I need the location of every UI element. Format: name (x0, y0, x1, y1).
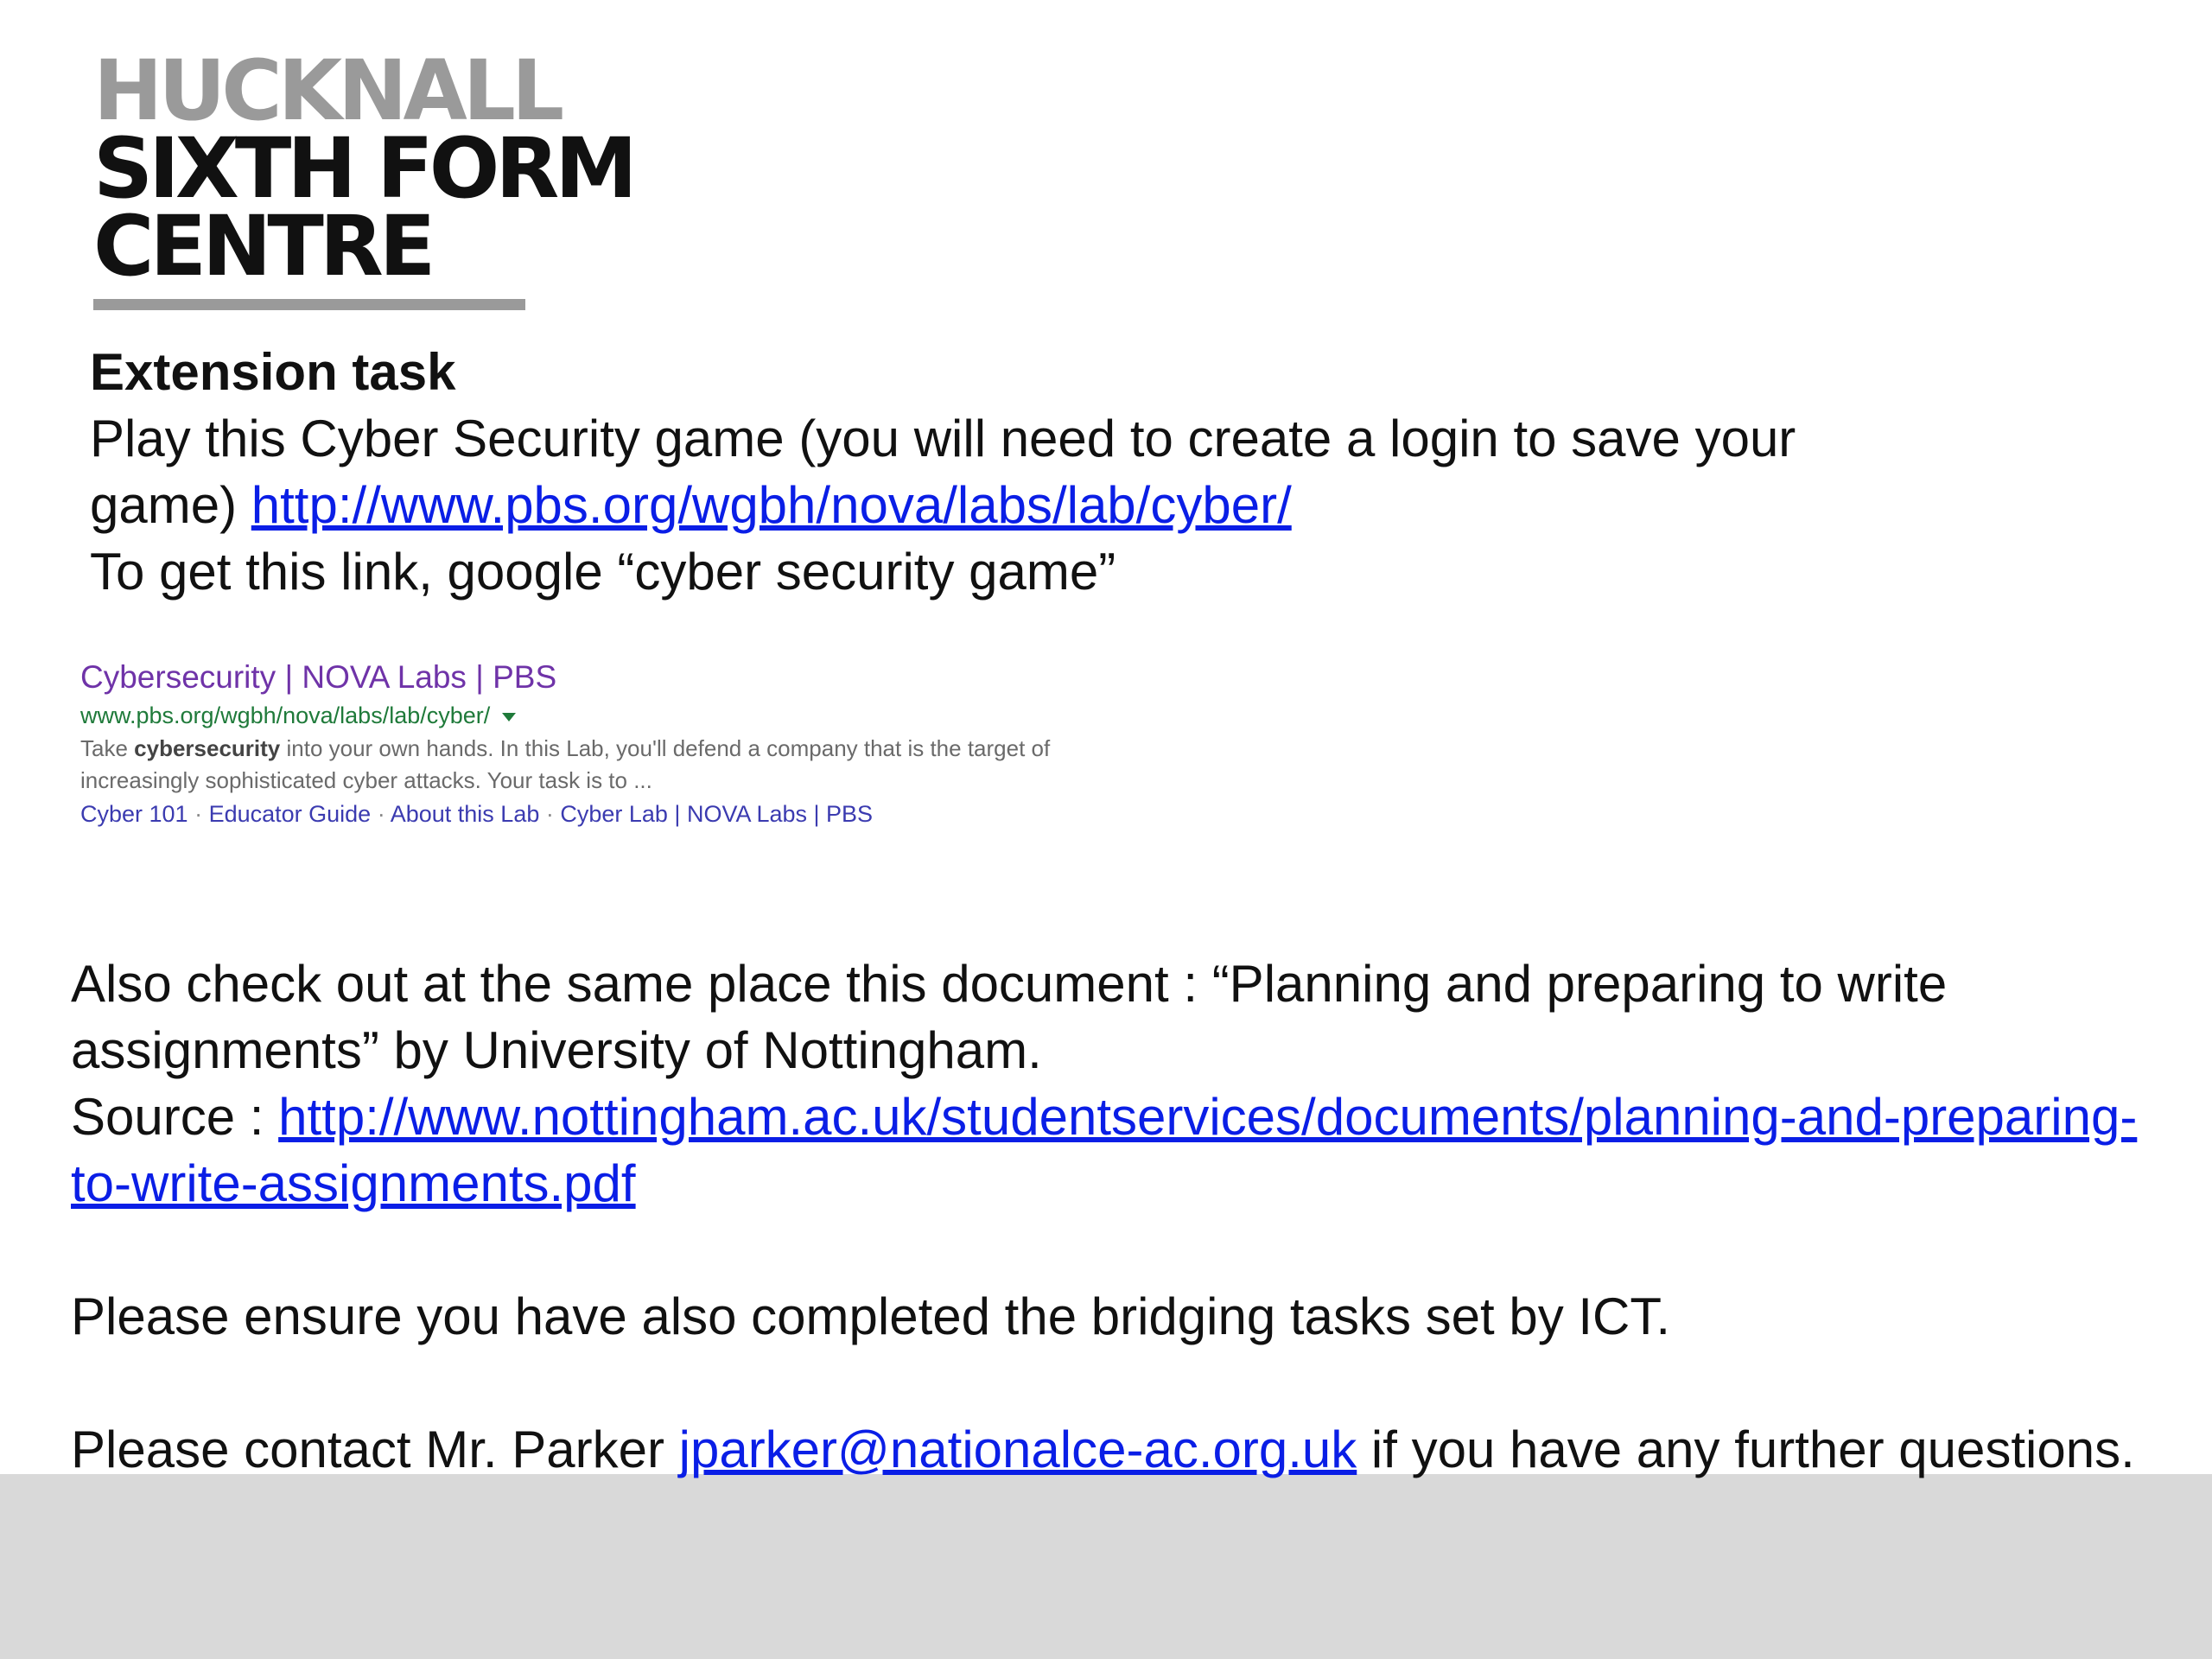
contact-line (71, 1416, 2145, 1483)
document-note: Also check out at the same place this document : “Planning and preparing to write assignments” by University of Nottingham. (71, 955, 1948, 1079)
contact-suffix: if you have any further questions. (1357, 1421, 2135, 1478)
logo-line-sixth-form: SIXTH FORM (93, 120, 633, 217)
extension-task-heading: Extension task (90, 343, 456, 401)
cyber-game-link[interactable]: http://www.pbs.org/wgbh/nova/labs/lab/cyber/ (251, 476, 1292, 534)
sitelink-cyber-lab[interactable]: Cyber Lab | NOVA Labs | PBS (560, 801, 874, 827)
extension-task-game-text: game) (90, 476, 251, 534)
contact-prefix: Please contact Mr. Parker (71, 1421, 679, 1478)
search-result-snippet (80, 733, 1152, 797)
sitelink-separator: · (371, 801, 391, 827)
source-label: Source : (71, 1088, 279, 1146)
nottingham-document-link[interactable]: http://www.nottingham.ac.uk/studentservices/documents/planning-and-preparing-to-write-assignments.pdf (71, 1088, 2138, 1212)
search-result-screenshot (80, 657, 1204, 831)
additional-info-block (71, 950, 2145, 1483)
sitelink-cyber-101[interactable]: Cyber 101 (80, 801, 188, 827)
logo-underline (93, 299, 525, 310)
search-result-url: www.pbs.org/wgbh/nova/labs/lab/cyber/ (80, 702, 491, 728)
ict-bridging-note: Please ensure you have also completed the bridging tasks set by ICT. (71, 1287, 1671, 1345)
paragraph-spacer (71, 1217, 2145, 1283)
footer-band (0, 1474, 2212, 1659)
extension-task-line: Play this Cyber Security game (you will need to create a login to save your (90, 410, 1796, 467)
snippet-text-start: Take (80, 735, 135, 761)
sitelink-separator: · (539, 801, 561, 827)
email-link[interactable]: jparker@nationalce-ac.org.uk (678, 1421, 1357, 1478)
paragraph-spacer (71, 1350, 2145, 1416)
sitelink-educator-guide[interactable]: Educator Guide (208, 801, 372, 827)
school-logo (93, 42, 633, 310)
logo-line-hucknall: HUCKNALL (93, 42, 561, 139)
snippet-text-rest: into your own hands. In this Lab, you'll defend a company that is the target of increasingly sophisticated cyber attacks. Your task is to ... (80, 735, 1051, 793)
source-line (71, 1084, 2145, 1217)
extension-task-google-hint: To get this link, google “cyber security game” (90, 543, 1116, 601)
extension-task-block (90, 339, 2077, 605)
sitelink-separator: · (188, 801, 209, 827)
search-result-url-row (80, 698, 1204, 733)
search-result-title[interactable]: Cybersecurity | NOVA Labs | PBS (80, 659, 557, 695)
extension-task-link-line (90, 472, 2077, 538)
logo-line-centre: CENTRE (93, 198, 432, 295)
search-result-sitelinks (80, 797, 1204, 831)
snippet-keyword: cybersecurity (134, 735, 281, 761)
dropdown-caret-icon[interactable] (502, 713, 516, 721)
sitelink-about-lab[interactable]: About this Lab (390, 801, 540, 827)
